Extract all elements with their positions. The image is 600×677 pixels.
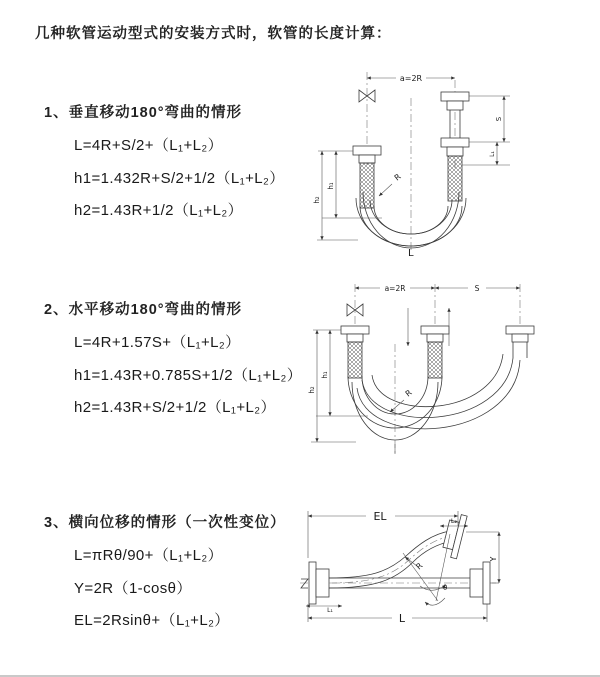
left-flange — [309, 562, 329, 604]
label-l: L — [408, 248, 414, 259]
section-1-heading: 1、垂直移动180°弯曲的情形 — [44, 105, 243, 121]
dim-h1: h₁ — [327, 182, 335, 190]
page-title: 几种软管运动型式的安装方式时，软管的长度计算： — [35, 26, 392, 42]
dim-l1: L₁ — [489, 151, 496, 157]
dim-h2: h₂ — [308, 386, 316, 394]
formula-el: EL=2Rsinθ+（L₁+L₂） — [74, 612, 230, 629]
right-flange-lower — [441, 138, 469, 156]
left-flange — [353, 146, 381, 163]
dim-h1: h₁ — [321, 371, 329, 379]
right-flange — [470, 562, 490, 604]
center-flange — [421, 326, 449, 342]
dim-l: L — [398, 612, 406, 625]
dim-h2: h₂ — [313, 196, 321, 204]
diagram-vertical-180-bend — [312, 68, 597, 265]
section-1 — [44, 101, 344, 232]
dim-l2: L₂ — [450, 517, 458, 525]
dim-s: S — [495, 116, 503, 122]
section-2-heading: 2、水平移动180°弯曲的情形 — [44, 302, 243, 318]
angle-theta-construction — [403, 534, 450, 605]
braided-hose-center — [428, 342, 442, 378]
label-theta: θ — [443, 584, 448, 592]
formula-h2: h2=1.43R+S/2+1/2（L₁+L₂） — [74, 399, 276, 416]
braided-hose-left — [360, 163, 374, 208]
braided-hose-left — [348, 342, 362, 378]
formula-l: L=4R+1.57S+（L₁+L₂） — [74, 334, 241, 351]
braided-hose-right — [448, 156, 462, 201]
formula-y: Y=2R（1-cosθ） — [74, 579, 192, 597]
dim-a2r: a=2R — [399, 74, 423, 83]
dim-l1: L₁ — [327, 607, 333, 614]
dim-a2r: a=2R — [384, 284, 406, 293]
centerline-break-mark — [301, 579, 308, 588]
section-2 — [44, 298, 344, 429]
left-flange — [341, 326, 369, 342]
formula-h1: h1=1.432R+S/2+1/2（L₁+L₂） — [74, 169, 285, 187]
label-r: R — [392, 172, 403, 183]
dim-y: Y — [489, 556, 498, 562]
formula-h1: h1=1.43R+0.785S+1/2（L₁+L₂） — [74, 366, 303, 384]
label-r: R — [414, 561, 425, 572]
formula-l: L=4R+S/2+（L₁+L₂） — [74, 137, 224, 154]
formula-l: L=πRθ/90+（L₁+L₂） — [74, 547, 223, 564]
diagram-horizontal-180-bend — [308, 278, 595, 466]
formula-h2: h2=1.43R+1/2（L₁+L₂） — [74, 202, 244, 219]
hose-displaced-position — [329, 531, 452, 588]
right-flange — [506, 326, 534, 342]
label-r: R — [403, 388, 414, 399]
diagram-lateral-displacement — [300, 498, 600, 670]
section-3 — [44, 511, 344, 642]
dim-s: S — [474, 284, 480, 293]
section-3-heading: 3、横向位移的情形（一次性变位） — [44, 515, 286, 531]
right-flange-upper — [441, 92, 469, 110]
dim-el: EL — [373, 510, 387, 523]
